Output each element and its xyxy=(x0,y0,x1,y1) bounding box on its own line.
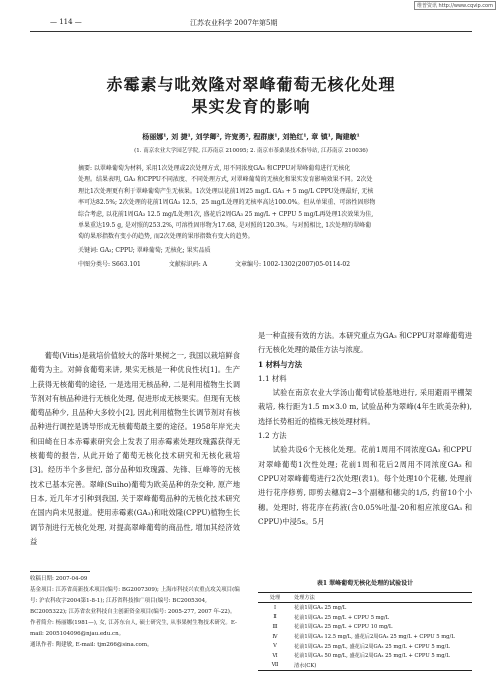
table-header: 处理方法 xyxy=(292,593,472,603)
journal-issue: 江苏农业科学 2007年第5期 xyxy=(190,19,278,27)
subsection-heading-methods: 1.2 方法 xyxy=(258,431,287,441)
abstract-line: 处理。结果表明, GA₃ 和CPPU不同浓度、不同处理方式, 对翠峰葡萄的无核化和果实发育影响效果不同。2次处 xyxy=(78,176,373,184)
table-cell: Ⅰ xyxy=(273,604,277,611)
table-cell: 花前1周GA₃ 25 mg/L xyxy=(294,605,347,612)
treatment-table xyxy=(258,592,472,671)
body-left-column xyxy=(30,349,240,549)
keywords: 关键词: GA₃; CPPU; 翠峰葡萄; 无核化; 果实品质 xyxy=(78,247,211,254)
table-cell: 花前1周GA₃ 50 mg/L, 盛花后2周GA₃ 25 mg/L + CPPU 5 mg/L xyxy=(294,653,450,660)
subsection-heading-materials: 1.1 材料 xyxy=(258,373,287,383)
table-caption: 表1 翠峰葡萄无核化处理的试验设计 xyxy=(316,580,414,587)
table-cell: 花前1周GA₃ 25 mg/L, 盛花后2周GA₃ 25 mg/L + CPPU 5 mg/L xyxy=(294,643,450,650)
table-row xyxy=(258,632,472,642)
abstract-line: 萄的果形指数有变小的趋势, 而2次处理的果形指数有变大的趋势。 xyxy=(78,233,254,241)
table-row xyxy=(258,651,472,661)
body-right-column xyxy=(258,329,472,529)
intro-paragraph: 葡萄(Vitis)是栽培价值较大的落叶果树之一, 我国以栽培鲜食葡萄为主。对鲜食葡萄来讲, 果实无核是一种优良性状[1]。生产上获得无核葡萄的途径, 一是选用无核品种, 二是利用植物生长调节剂对有核品种进行无核化处理, 促进形成无核果实。但现有无核葡萄品种少, 且品种大多较小[2], 因此利用植物生长调节剂对有核品种进行调控是诱导形成无核葡萄最主要的途径。1958年岸光夫和田崎在日本赤霉素研究会上发表了用赤霉素处理玫瑰露获得无核葡萄的报告, 从此开始了葡萄无核化技术研究和无核化栽培[3]。经历半个多世纪, 部分品种如玫瑰露、先锋、巨峰等的无核技术已基本完善。翠峰(Suiho)葡萄为欧美品种的杂交种, 原产地日本, 近几年才引种到我国, 关于翠峰葡萄品种的无核化技术研究在国内尚未见报道。使用赤霉素(GA₃)和吡效隆(CPPU)植物生长调节剂进行无核化处理, 对提高翠峰葡萄的商品性, 增加其经济效益 xyxy=(30,351,240,546)
abstract-line: 率可达82.5%; 2次处理的花前1周GA₃ 12.5、25 mg/L处理的无核率高达100.0%。但从单果重、可溶性固形物 xyxy=(78,199,376,207)
methods-paragraph: 试验共设6个无核化处理。花前1周用不同浓度GA₃ 和CPPU对翠峰葡萄1次性处理; 花前1周和花后2周用不同浓度GA₃ 和CPPU对翠峰葡萄进行2次处理(表1)。每个处理10个花穗, 处理前进行花序修剪, 即剪去穗肩2~3个副穗和穗尖的1/5, 约留10个小穗。处理时, 将花序在药液(含0.05%吐温-20和相应浓度GA₃ 和CPPU)中浸5s。5月 xyxy=(258,445,472,526)
abstract-line: 综合考虑, 以花前1周GA₃ 12.5 mg/L处理1次, 盛花后2周GA₃ 25 mg/L + CPPU 5 mg/L再处理1次效果为佳, xyxy=(78,210,374,218)
table-cell: Ⅵ xyxy=(272,652,278,659)
table-row xyxy=(258,622,472,632)
materials-paragraph: 试验在南京农业大学汤山葡萄试验基地进行, 采用避雨平棚架栽培, 株行距为1.5 m×3.0 m, 试验品种为翠峰(4年生欧美杂种), 选择长势相近的植株无核处理材料。 xyxy=(258,388,472,426)
table-row xyxy=(258,661,472,671)
table-row xyxy=(258,603,472,613)
page-number: — 114 — xyxy=(50,18,82,26)
table-cell: 花前1周GA₃ 25 mg/L + CPPU 5 mg/L xyxy=(294,614,390,621)
author-bio: 作者简介: 杨丽娜(1981—), 女, 江苏东台人, 硕士研究生, 从事果树生物技术研究。E-mail: 2005104096@njau.edu.cn。 xyxy=(30,620,237,637)
header-rule xyxy=(30,31,472,32)
abstract-line: 摘要: 以翠峰葡萄为材料, 采用1次处理或2次处理方式, 用不同浓度GA₃ 和CPPU对翠峰葡萄进行无核化 xyxy=(78,165,351,172)
table-row xyxy=(258,641,472,651)
table-cell: Ⅳ xyxy=(272,633,278,640)
table-cell: 清水(CK) xyxy=(292,661,472,671)
article-number: 文章编号: 1002-1302(2007)05-0114-02 xyxy=(234,261,351,268)
article-title-line2: 果实发育的影响 xyxy=(191,97,311,116)
abstract xyxy=(78,163,424,243)
received-date: 收稿日期: 2007-04-09 xyxy=(30,576,88,582)
author-affiliation: (1. 南京农业大学园艺学院, 江苏南京 210095; 2. 南京市茶桑果技术指导站, 江苏南京 210036) xyxy=(134,148,368,154)
table-cell: Ⅲ xyxy=(272,623,278,630)
footnotes xyxy=(30,574,244,651)
table-cell: Ⅶ xyxy=(258,661,292,671)
table-cell: 花前1周GA₃ 25 mg/L + CPPU 10 mg/L xyxy=(294,624,393,631)
database-watermark: 维普资讯 http://www.cqvip.com xyxy=(414,1,496,10)
table-row xyxy=(258,613,472,623)
corresponding-author: 通讯作者: 陶建敏, E-mail: tjm266@sina.com。 xyxy=(30,642,153,648)
author-list: 杨丽娜¹, 刘 捷¹, 刘学卿², 许宽勇², 程群康¹, 刘艳红¹, 章 镇¹, 陶建敏¹ xyxy=(142,132,360,141)
section-heading-materials-methods: 1 材料与方法 xyxy=(258,359,303,369)
table-cell: 花前1周GA₃ 12.5 mg/L, 盛花后2周GA₃ 25 mg/L + CPPU 5 mg/L xyxy=(294,634,455,641)
abstract-line: 单果重达19.5 g, 是对照的253.2%, 可溶性固形物为17.68, 是对照的120.3%。与对照相比, 1次处理的翠峰葡 xyxy=(78,222,372,230)
abstract-line: 理比1次处理更有利于翠峰葡萄产生无核果。1次处理以花前1周25 mg/L GA₃ + 5 mg/L CPPU处理最好, 无核 xyxy=(78,187,374,195)
table-header: 处理 xyxy=(258,593,292,603)
table-cell: Ⅴ xyxy=(273,643,277,650)
classification-line xyxy=(78,259,424,268)
funding-note: 基金项目: 江苏省高新技术项目(编号: BG2007309); 上海市科技兴农重点攻关项目(编号: 沪农科攻字2004第1-8-1); 江苏省科技推广项目(编号: BC2005304, BC2005322); 江苏省农业科技自主创新资金项目(编号: 2005-277, 2007 年-22)。 xyxy=(30,587,240,615)
document-code: 文献标识码: A xyxy=(168,261,208,268)
clc-number: 中图分类号: S663.101 xyxy=(78,261,141,268)
footnote-rule xyxy=(30,571,90,572)
article-title-line1: 赤霉素与吡效隆对翠峰葡萄无核化处理 xyxy=(106,75,396,94)
table-cell: Ⅱ xyxy=(273,614,277,621)
intro-continuation: 是一种直接有效的方法。本研究重点为GA₃ 和CPPU对翠峰葡萄进行无核化处理的最佳方法与浓度。 xyxy=(258,331,472,355)
